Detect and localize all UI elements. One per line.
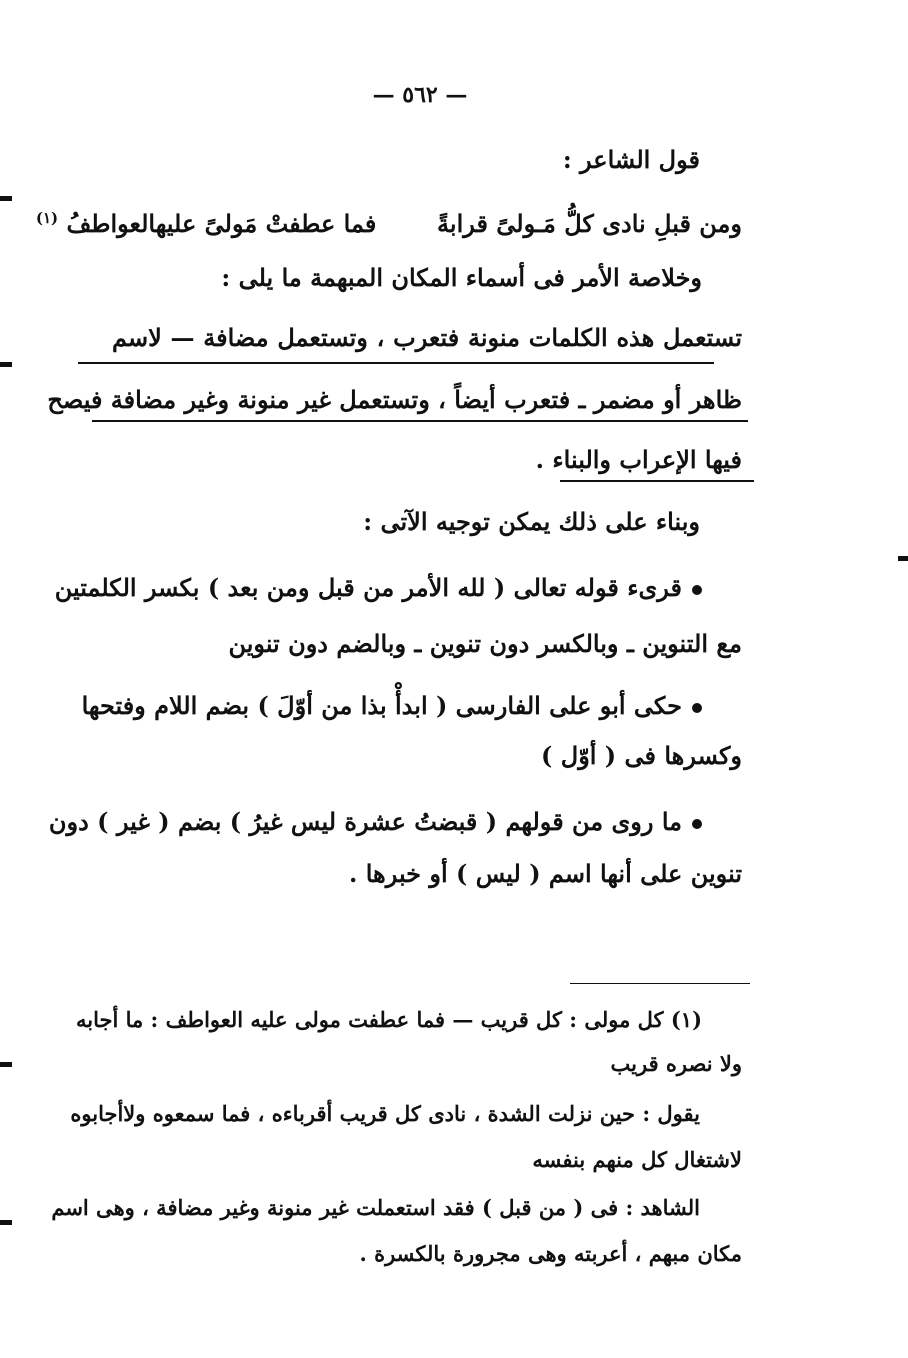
footnote-line: مكان مبهم ، أعربته وهى مجرورة بالكسرة . xyxy=(359,1241,742,1266)
bullet-item xyxy=(81,690,702,722)
bullet-dot xyxy=(692,585,702,595)
page-number: — ٥٦٢ — xyxy=(372,82,468,108)
footnote-line: يقول : حين نزلت الشدة ، نادى كل قريب أقرباءه ، فما سمعوه ولاأجابوه xyxy=(70,1101,700,1126)
bullet-line: حكى أبو على الفارسى ( ابدأْ بذا من أوّلَ ) بضم اللام وفتحها xyxy=(81,691,682,720)
footnote-line: ولا نصره قريب xyxy=(610,1051,742,1076)
summary-underline xyxy=(92,420,748,422)
margin-mark xyxy=(0,1062,12,1067)
bullet-line: ما روى من قولهم ( قبضتُ عشرة ليس غيرُ ) بضم ( غير ) دون xyxy=(48,807,682,836)
bullet-dot xyxy=(692,819,702,829)
footnote-line: الشاهد : فى ( من قبل ) فقد استعملت غير منونة وغير مضافة ، وهى اسم xyxy=(51,1195,700,1220)
verse-first-hemistich: ومن قبلِ نادى كلُّ مَـولىً قرابةً xyxy=(437,209,742,238)
bullet-line: مع التنوين ـ وبالكسر دون تنوين ـ وبالضم دون تنوين xyxy=(228,629,742,658)
footnote-line: لاشتغال كل منهم بنفسه xyxy=(532,1147,742,1172)
margin-mark xyxy=(0,1220,12,1225)
verse-second-hemistich: فما عطفتْ مَولىً عليهالعواطفُ xyxy=(66,209,377,238)
summary-underline xyxy=(78,362,714,364)
consequence-intro: وبناء على ذلك يمكن توجيه الآتى : xyxy=(363,507,700,536)
bullet-line: وكسرها فى ( أوّل ) xyxy=(541,741,742,770)
summary-line: تستعمل هذه الكلمات منونة فتعرب ، وتستعمل مضافة — لاسم xyxy=(112,323,742,352)
summary-intro: وخلاصة الأمر فى أسماء المكان المبهمة ما يلى : xyxy=(221,263,702,292)
summary-line: ظاهر أو مضمر ـ فتعرب أيضاً ، وتستعمل غير منونة وغير مضافة فيصح xyxy=(47,385,742,414)
footnote-separator xyxy=(570,983,750,984)
summary-underline xyxy=(560,480,754,482)
footnote-line: (١) كل مولى : كل قريب — فما عطفت مولى عليه العواطف : ما أجابه xyxy=(75,1007,702,1032)
bullet-dot xyxy=(692,703,702,713)
verse-footnote-marker: (١) xyxy=(35,209,59,227)
margin-mark xyxy=(0,196,12,201)
bullet-line: قرىء قوله تعالى ( لله الأمر من قبل ومن بعد ) بكسر الكلمتين xyxy=(54,573,682,602)
poet-intro: قول الشاعر : xyxy=(562,145,700,174)
summary-line: فيها الإعراب والبناء . xyxy=(535,445,742,474)
bullet-item xyxy=(48,806,702,838)
margin-mark xyxy=(898,556,908,561)
margin-mark xyxy=(0,362,12,367)
bullet-item xyxy=(54,572,702,604)
bullet-line: تنوين على أنها اسم ( ليس ) أو خبرها . xyxy=(349,859,742,888)
verse-line xyxy=(35,202,742,240)
